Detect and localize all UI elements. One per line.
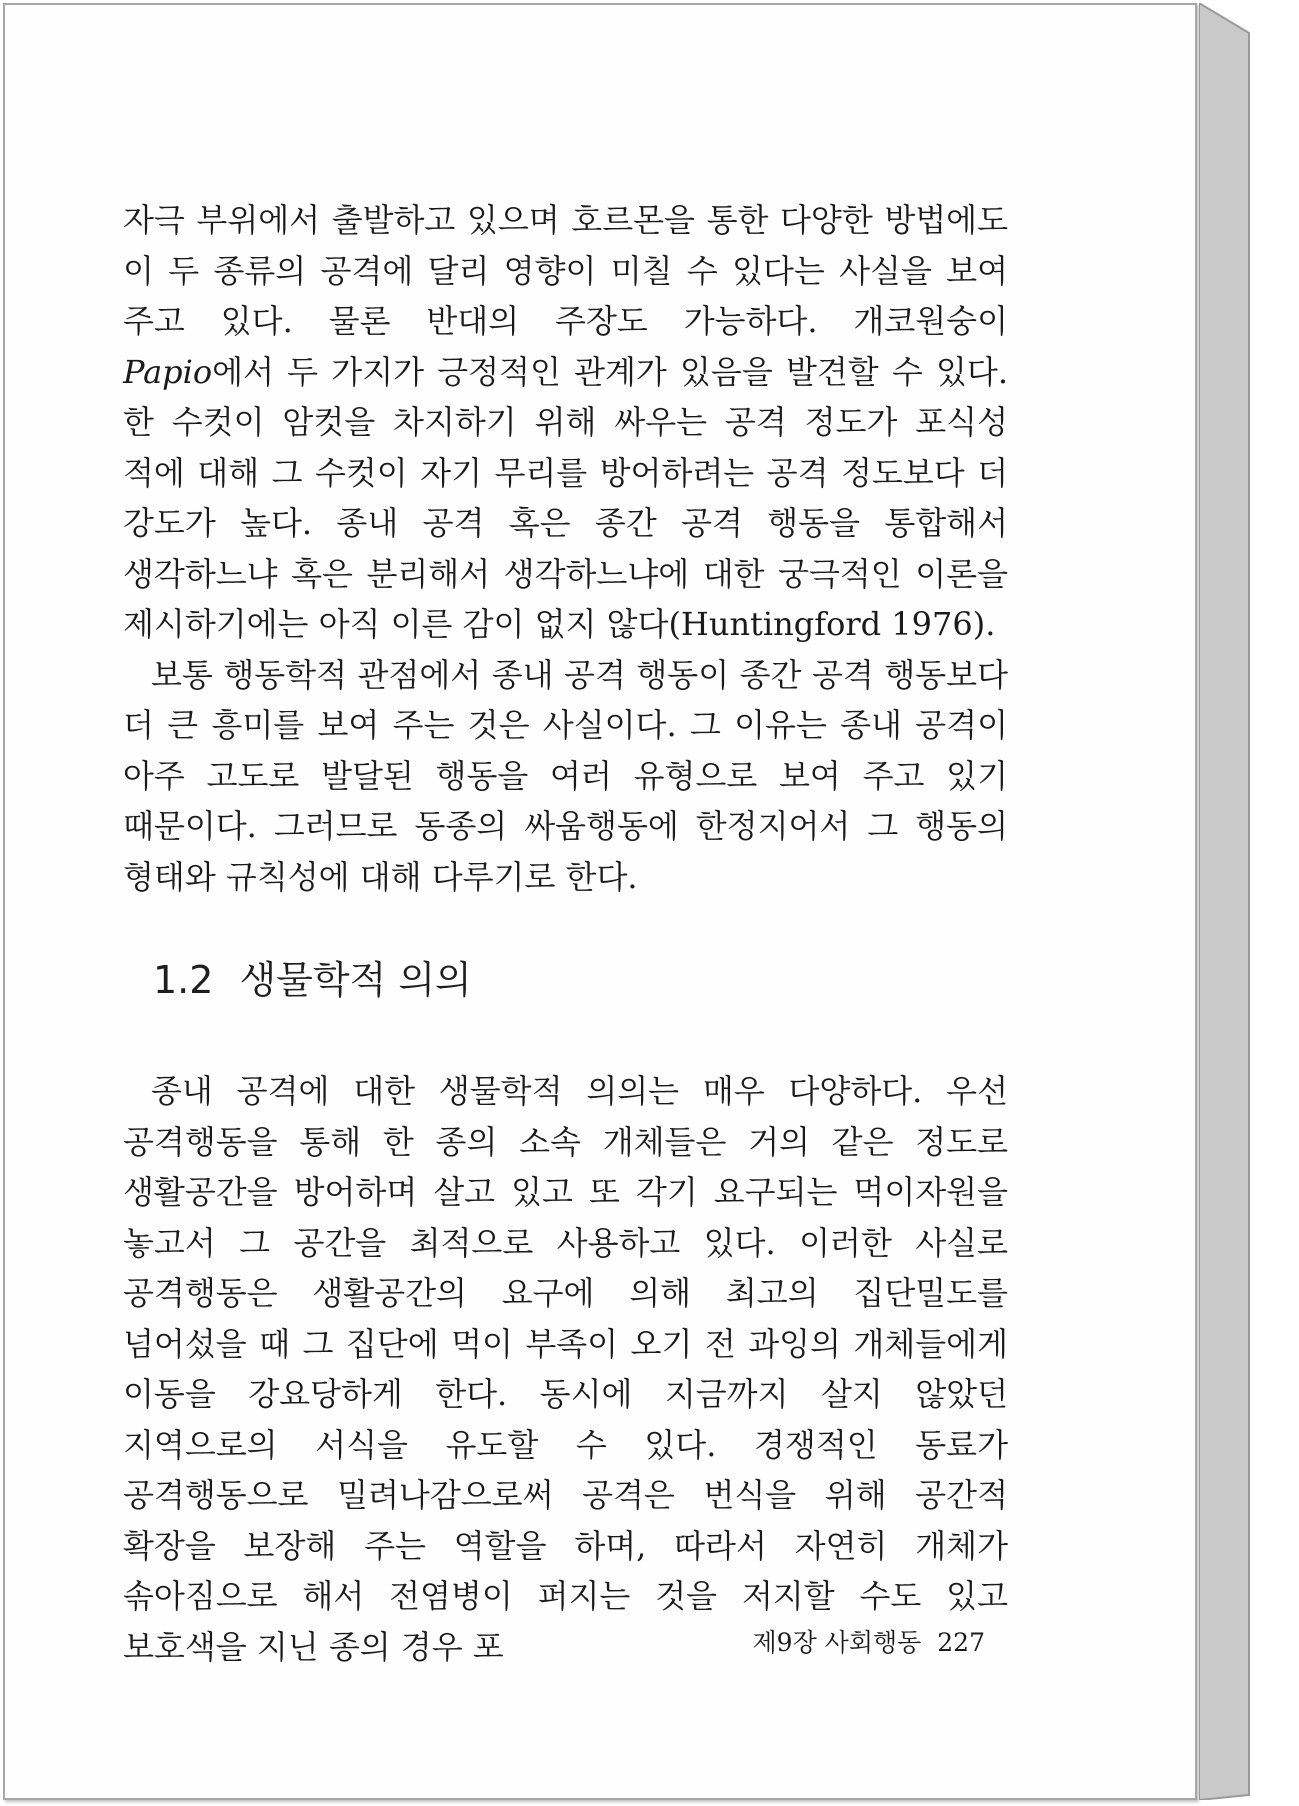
book-edge-graphic <box>1199 3 1251 1800</box>
book-edge <box>1199 3 1251 1800</box>
section-title: 생물학적 의의 <box>239 958 472 1002</box>
book-page <box>3 3 1197 1800</box>
section-number: 1.2 <box>153 958 214 1002</box>
paragraph-1-text-a: 자극 부위에서 출발하고 있으며 호르몬을 통한 다양한 방법에도 이 두 종류의 공격에 달리 영향이 미칠 수 있다는 사실을 보여 주고 있다. 물론 반대의 주장도 가능하다. 개코원숭이 <box>123 201 1008 340</box>
page-body <box>123 195 1008 1672</box>
section-heading <box>153 950 1008 1010</box>
paragraph-3: 종내 공격에 대한 생물학적 의의는 매우 다양하다. 우선 공격행동을 통해 한 종의 소속 개체들은 거의 같은 정도로 생활공간을 방어하며 살고 있고 또 각기 요구되는 먹이자원을 놓고서 그 공간을 최적으로 사용하고 있다. 이러한 사실로 공격행동은 생활공간의 요구에 의해 최고의 집단밀도를 넘어섰을 때 그 집단에 먹이 부족이 오기 전 과잉의 개체들에게 이동을 강요당하게 한다. 동시에 지금까지 살지 않았던 지역으로의 서식을 유도할 수 있다. 경쟁적인 동료가 공격행동으로 밀려나감으로써 공격은 번식을 위해 공간적 확장을 보장해 주는 역할을 하며, 따라서 자연히 개체가 솎아짐으로 해서 전염병이 퍼지는 것을 저지할 수도 있고 보호색을 지닌 종의 경우 포 <box>123 1072 1008 1666</box>
paragraph-2: 보통 행동학적 관점에서 종내 공격 행동이 종간 공격 행동보다 더 큰 흥미를 보여 주는 것은 사실이다. 그 이유는 종내 공격이 아주 고도로 발달된 행동을 여러 유형으로 보여 주고 있기 때문이다. 그러므로 동종의 싸움행동에 한정지어서 그 행동의 형태와 규칙성에 대해 다루기로 한다. <box>123 655 1008 896</box>
paragraph-1-text-b: 에서 두 가지가 긍정적인 관계가 있음을 발견할 수 있다. 한 수컷이 암컷을 차지하기 위해 싸우는 공격 정도가 포식성 적에 대해 그 수컷이 자기 무리를 방어하려는 공격 정도보다 더 강도가 높다. 종내 공격 혹은 종간 공격 행동을 통합해서 생각하느냐 혹은 분리해서 생각하느냐에 대한 궁극적인 이론을 제시하기에는 아직 이른 감이 없지 않다(Huntingford 1976). <box>123 352 1008 643</box>
page-number: 227 <box>937 1628 985 1657</box>
page-footer <box>745 1623 985 1659</box>
footer-chapter: 제9장 사회행동 <box>752 1628 922 1657</box>
paragraph-1 <box>123 195 1008 650</box>
genus-name-papio: Papio <box>123 352 213 391</box>
